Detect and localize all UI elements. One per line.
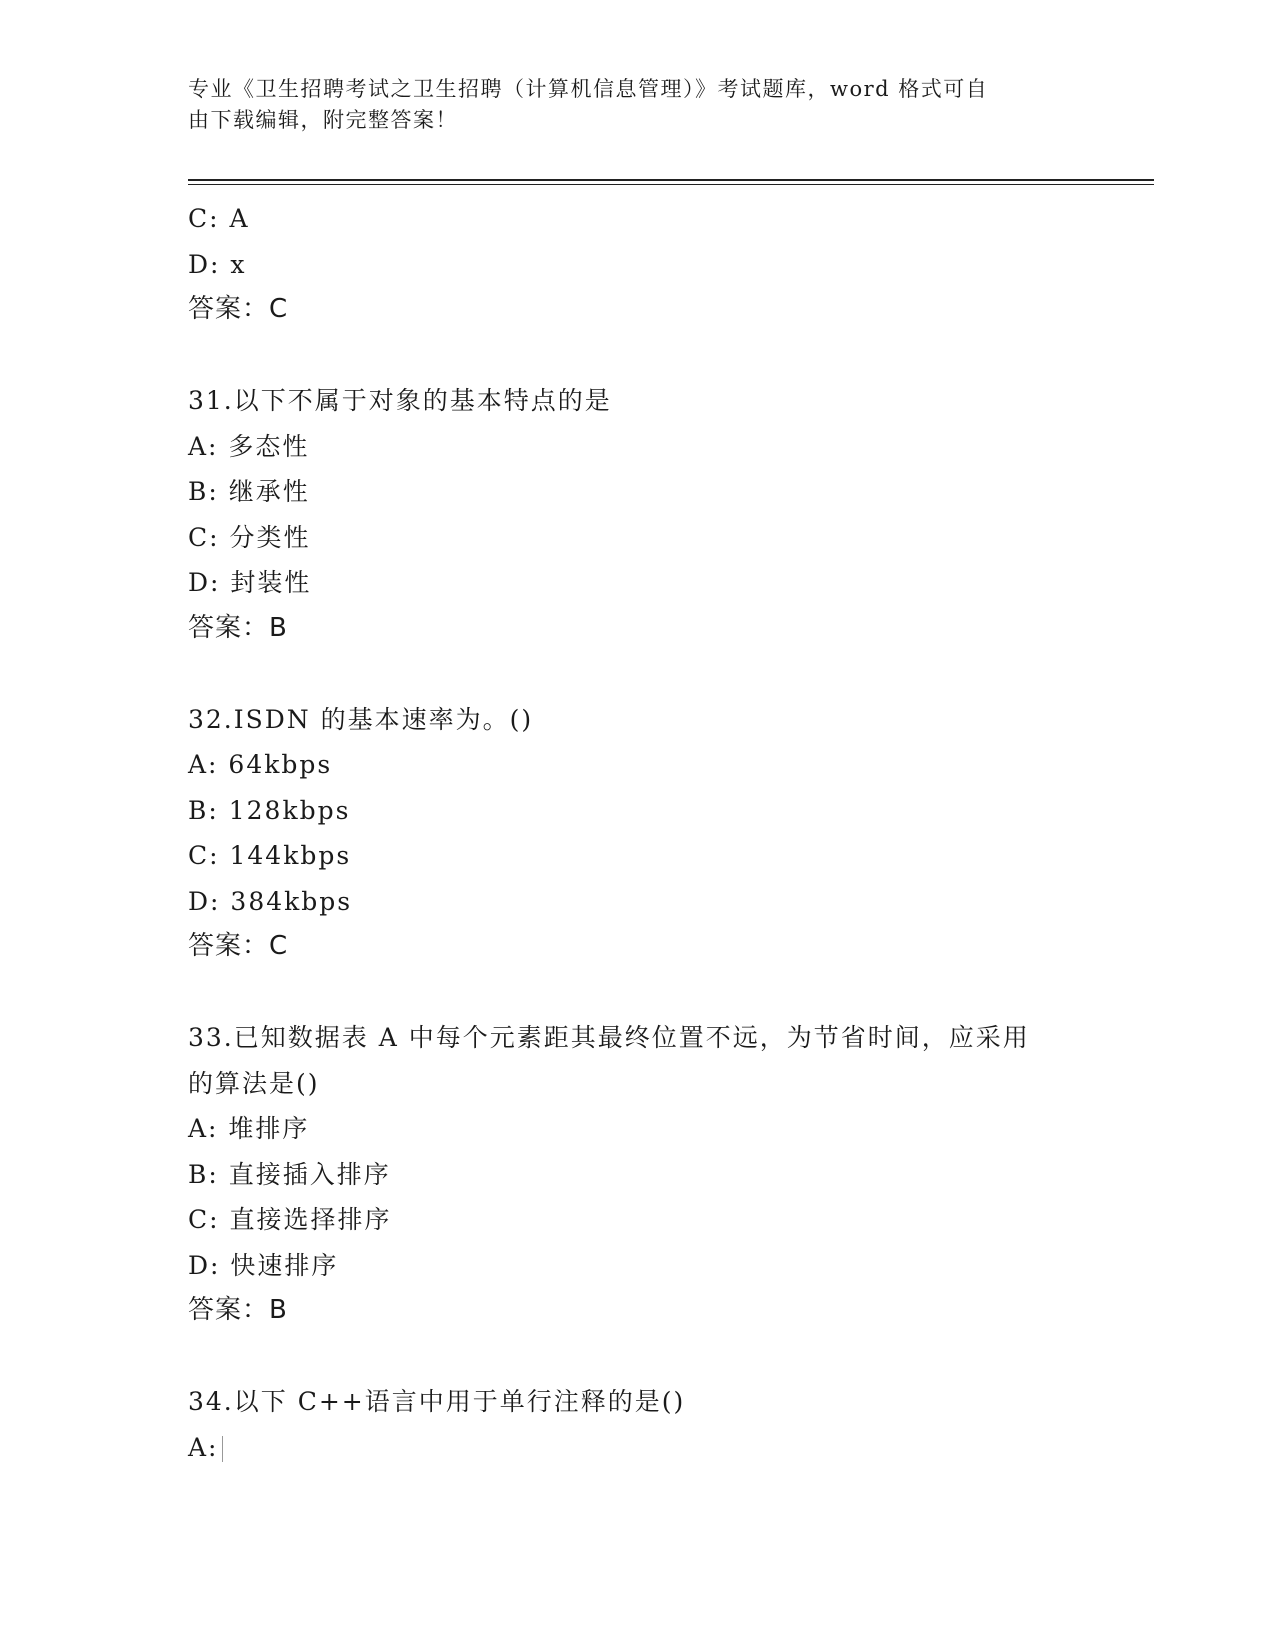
option-c: C: 直接选择排序 xyxy=(188,1205,392,1234)
question-31-text: 31.以下不属于对象的基本特点的是 xyxy=(188,386,612,415)
question-34-text: 34.以下 C++语言中用于单行注释的是() xyxy=(188,1387,686,1416)
answer-line: 答案：B xyxy=(188,1295,288,1325)
option-b: B: 直接插入排序 xyxy=(188,1159,391,1189)
option-a: A: 多态性 xyxy=(188,431,310,461)
option-b: B: 128kbps xyxy=(188,795,351,825)
option-a-row xyxy=(188,1425,1088,1471)
document-header xyxy=(188,74,1068,136)
option-c: C: 144kbps xyxy=(188,841,352,870)
option-d: D: 384kbps xyxy=(188,886,353,916)
answer-line: 答案：B xyxy=(188,612,288,643)
header-line-2: 由下载编辑，附完整答案！ xyxy=(188,108,458,132)
question-32-text: 32.ISDN 的基本速率为。() xyxy=(188,704,534,734)
question-33-text-line-2: 的算法是() xyxy=(188,1068,320,1098)
header-line-1: 专业《卫生招聘考试之卫生招聘（计算机信息管理）》考试题库，word 格式可自 xyxy=(188,77,989,101)
header-rule-thin xyxy=(188,184,1154,185)
option-c: C: 分类性 xyxy=(188,522,311,552)
option-b: B: 继承性 xyxy=(188,477,310,506)
option-d: D: 快速排序 xyxy=(188,1250,339,1280)
option-a: A: xyxy=(188,1432,219,1462)
option-a: A: 64kbps xyxy=(188,750,333,779)
answer-line: 答案：C xyxy=(188,294,289,324)
option-a: A: 堆排序 xyxy=(188,1114,310,1143)
option-d: D: x xyxy=(188,249,247,279)
text-cursor xyxy=(222,1436,223,1462)
question-list xyxy=(188,196,1088,1470)
header-rule-thick xyxy=(188,179,1154,181)
option-d: D: 封装性 xyxy=(188,568,312,597)
answer-line: 答案：C xyxy=(188,931,289,961)
option-c: C: A xyxy=(188,204,250,233)
question-33-text-line-1: 33.已知数据表 A 中每个元素距其最终位置不远，为节省时间，应采用 xyxy=(188,1023,1030,1052)
